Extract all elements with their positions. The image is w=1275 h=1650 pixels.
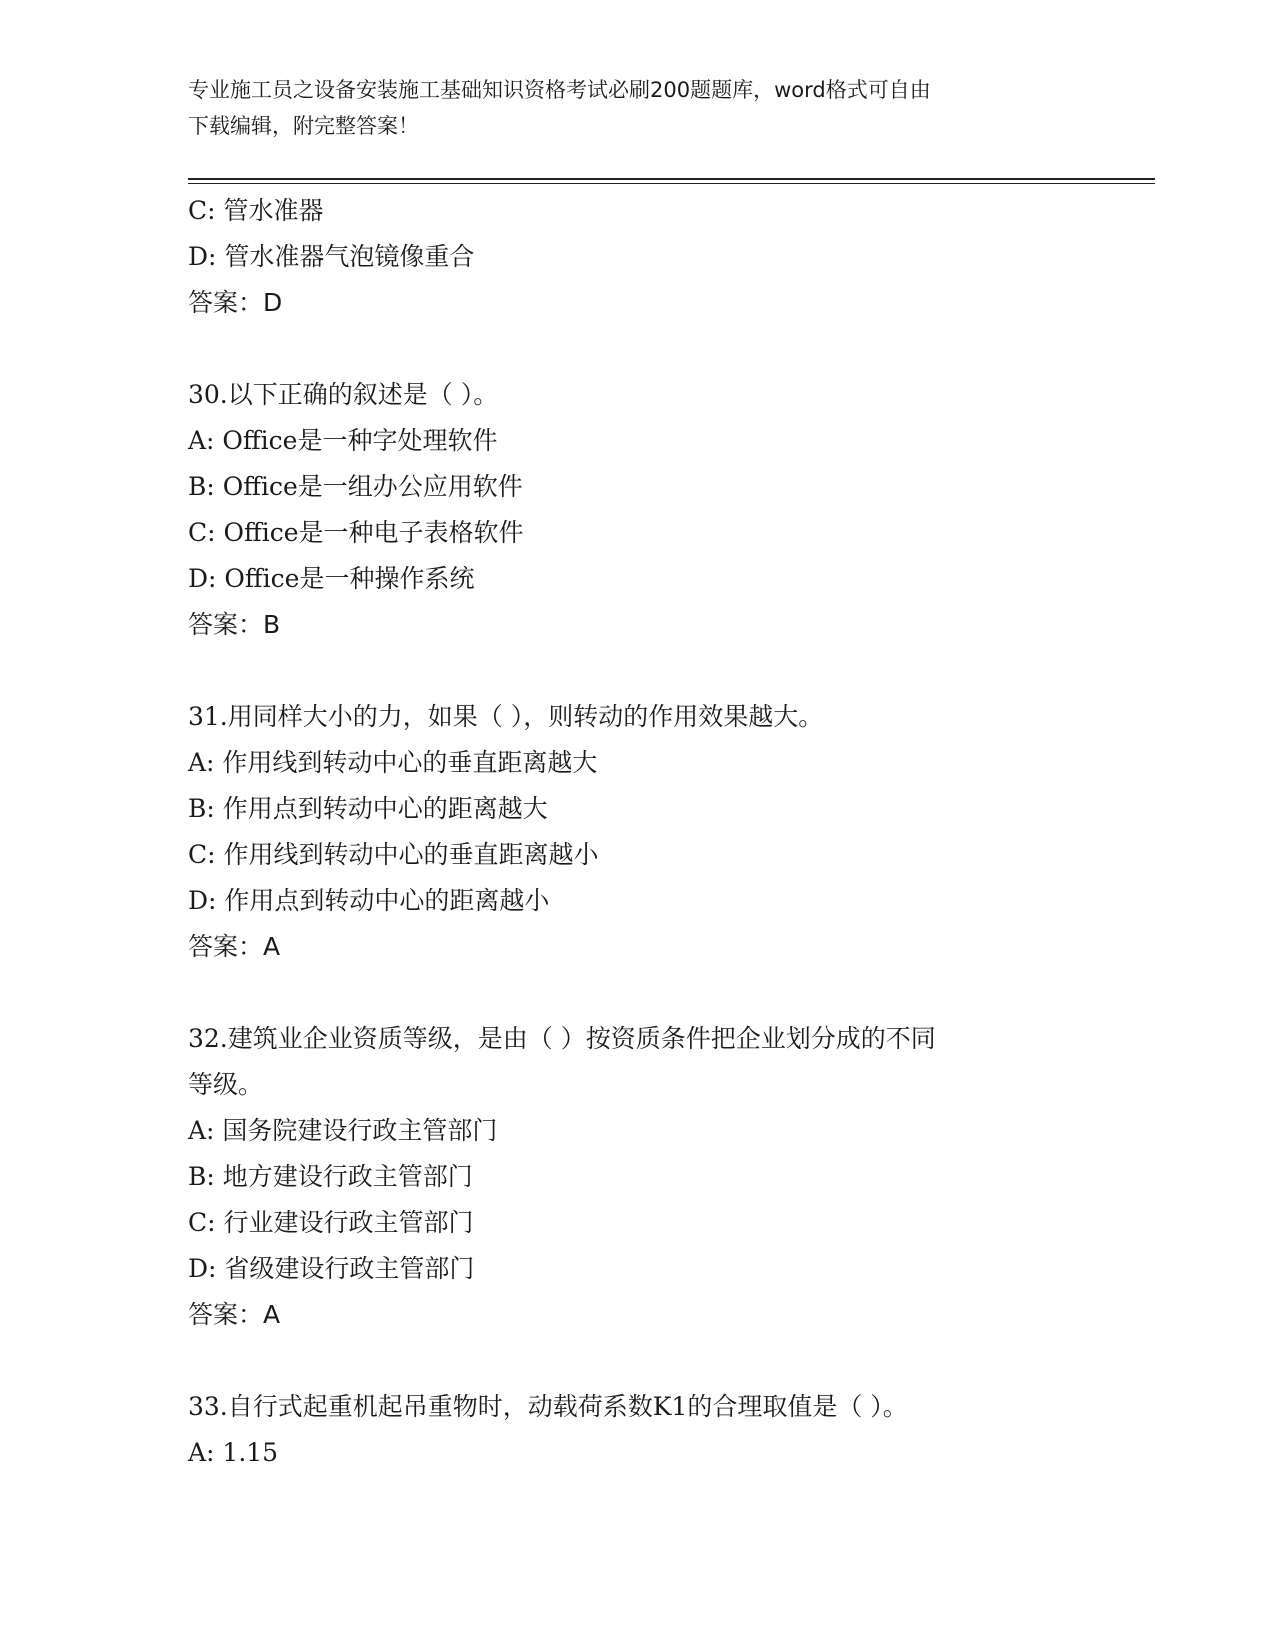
option-c: C: 作用线到转动中心的垂直距离越小 (188, 840, 599, 869)
header-title-line-2: 下载编辑，附完整答案！ (188, 114, 419, 138)
spacer (188, 970, 1118, 1016)
option-a: A: 作用线到转动中心的垂直距离越大 (188, 748, 598, 777)
spacer (188, 648, 1118, 694)
option-c: C: Office是一种电子表格软件 (188, 518, 524, 547)
option-d: D: 作用点到转动中心的距离越小 (188, 886, 550, 915)
question-stem-line-2: 等级。 (188, 1070, 264, 1099)
question-32 (188, 1016, 1118, 1338)
spacer (188, 326, 1118, 372)
answer: 答案：D (188, 288, 283, 317)
option-a: A: Office是一种字处理软件 (188, 426, 498, 455)
question-stem: 30.以下正确的叙述是（ ）。 (188, 380, 499, 409)
option-d: D: Office是一种操作系统 (188, 564, 475, 593)
answer: 答案：A (188, 1300, 281, 1329)
option-c: C: 行业建设行政主管部门 (188, 1208, 474, 1237)
question-stem-line-1: 32.建筑业企业资质等级，是由（ ）按资质条件把企业划分成的不同 (188, 1024, 936, 1053)
question-stem: 31.用同样大小的力，如果（ ），则转动的作用效果越大。 (188, 702, 824, 731)
question-33 (188, 1384, 1118, 1476)
option-d: D: 省级建设行政主管部门 (188, 1254, 475, 1283)
answer: 答案：A (188, 932, 281, 961)
option-b: B: 地方建设行政主管部门 (188, 1162, 473, 1191)
option-c: C: 管水准器 (188, 196, 324, 225)
spacer (188, 1338, 1118, 1384)
option-d: D: 管水准器气泡镜像重合 (188, 242, 475, 271)
question-31 (188, 694, 1118, 970)
option-a: A: 1.15 (188, 1438, 279, 1467)
question-30 (188, 372, 1118, 648)
option-a: A: 国务院建设行政主管部门 (188, 1116, 498, 1145)
option-b: B: 作用点到转动中心的距离越大 (188, 794, 548, 823)
header-divider (188, 178, 1155, 184)
question-list (188, 188, 1118, 1476)
header-title-line-1: 专业施工员之设备安装施工基础知识资格考试必刷200题题库，word格式可自由 (188, 78, 931, 102)
option-b: B: Office是一组办公应用软件 (188, 472, 523, 501)
answer: 答案：B (188, 610, 281, 639)
document-header (188, 72, 1068, 144)
question-stem: 33.自行式起重机起吊重物时，动载荷系数K1的合理取值是（ ）。 (188, 1392, 908, 1421)
